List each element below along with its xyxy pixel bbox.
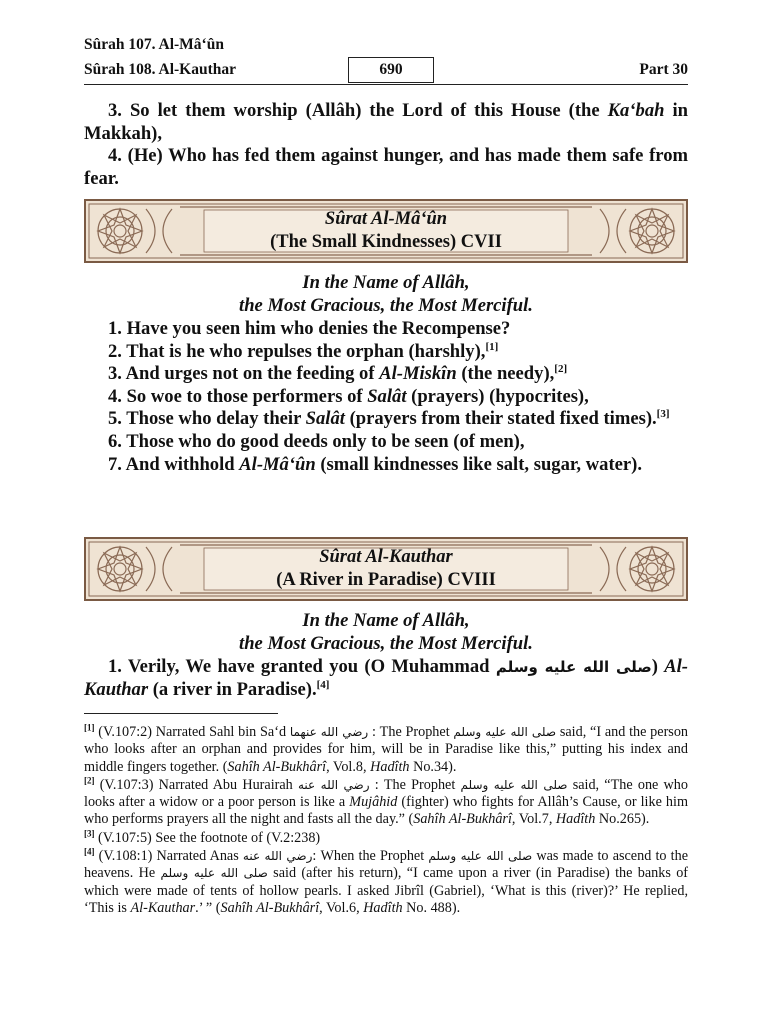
header-surah-107: Sûrah 107. Al-Mâ‘ûn xyxy=(84,36,224,53)
verse-106-3: 3. So let them worship (Allâh) the Lord of this House (the Ka‘bah in Makkah), xyxy=(84,100,688,144)
verse-107-4: 4. So woe to those performers of Salât (prayers) (hypocrites), xyxy=(108,385,589,407)
surah-name-107: Sûrat Al-Mâ‘ûn xyxy=(324,209,448,229)
footnote-3: [3] (V.107:5) See the footnote of (V.2:238) xyxy=(84,828,321,846)
surah-title-banner-108 xyxy=(84,537,688,601)
running-header xyxy=(84,61,688,83)
arabic-salutation: صلى الله عليه وسلم xyxy=(495,658,652,676)
bismillah-line-1: In the Name of Allâh, xyxy=(302,272,470,293)
surah-107-verses xyxy=(84,318,688,476)
bismillah-line-1: In the Name of Allâh, xyxy=(302,610,470,631)
verse-107-6: 6. Those who do good deeds only to be seen (of men), xyxy=(108,430,525,452)
footnote-ref-4[interactable]: [4] xyxy=(316,678,330,691)
header-surah-108: Sûrah 108. Al-Kauthar xyxy=(84,61,237,78)
surah-subtitle-107: (The Small Kindnesses) CVII xyxy=(270,232,502,252)
verse-107-7: 7. And withhold Al-Mâ‘ûn (small kindnesses like salt, sugar, water). xyxy=(108,453,642,475)
header-rule xyxy=(84,84,688,85)
verse-107-1: 1. Have you seen him who denies the Recompense? xyxy=(108,318,511,339)
footnote-rule xyxy=(84,713,278,714)
footnote-4: [4] (V.108:1) Narrated Anas رضي الله عنه: When the Prophet صلى الله عليه وسلم was made to ascend to the heavens. He صلى الله عليه وسلم said (after his return), “I came upon a river (in Paradise) the banks of which were made of tents of hollow pearls. I asked Jibrîl (Gabriel), ‘What is this (river)?’ He replied, ‘This is Al-Kauthar.’ ” (Sahîh Al-Bukhârî, Vol.6, Hadîth No. 488). xyxy=(84,846,689,916)
verse-107-2: 2. That is he who repulses the orphan (harshly),[1] xyxy=(108,340,499,362)
surah-name-108: Sûrat Al-Kauthar xyxy=(319,547,453,567)
footnote-2: [2] (V.107:3) Narrated Abu Hurairah رضي الله عنه : The Prophet صلى الله عليه وسلم said, “The one who looks after a widow or a poor person is like a Mujâhid (fighter) who fights for Allâh’s Cause, or like him who performs prayers all the night and fasts all the day.” (Sahîh Al-Bukhârî, Vol.7, Hadîth No.265). xyxy=(84,775,688,828)
bismillah-108 xyxy=(84,610,688,655)
footnote-ref-1[interactable]: [1] xyxy=(485,340,499,353)
footnote-1: [1] (V.107:2) Narrated Sahl bin Sa‘d رضي الله عنهما : The Prophet صلى الله عليه وسلم said, “I and the person who looks after an orphan and provides for him, will be in Paradise like this,” putting his index and middle fingers together. (Sahîh Al-Bukhârî, Vol.8, Hadîth No.34). xyxy=(84,722,689,775)
surah-subtitle-108: (A River in Paradise) CVIII xyxy=(276,570,496,590)
verse-107-3: 3. And urges not on the feeding of Al-Miskîn (the needy),[2] xyxy=(108,363,568,385)
surah-108-verses xyxy=(84,656,688,701)
footnotes xyxy=(84,724,688,918)
page-number-box: 690 xyxy=(348,57,434,83)
bismillah-line-2: the Most Gracious, the Most Merciful. xyxy=(239,632,533,654)
header-part: Part 30 xyxy=(639,61,688,78)
bismillah-107 xyxy=(84,272,688,317)
verse-108-1: 1. Verily, We have granted you (O Muhammad صلى الله عليه وسلم) Al-Kauthar (a river in Paradise).[4] xyxy=(84,656,688,700)
bismillah-line-2: the Most Gracious, the Most Merciful. xyxy=(239,294,533,316)
footnote-ref-3[interactable]: [3] xyxy=(656,408,670,421)
prior-verses xyxy=(84,100,688,190)
surah-title-banner-107 xyxy=(84,199,688,263)
footnote-ref-2[interactable]: [2] xyxy=(554,363,568,375)
verse-106-4: 4. (He) Who has fed them against hunger, and has made them safe from fear. xyxy=(84,145,688,189)
verse-107-5: 5. Those who delay their Salât (prayers from their stated fixed times).[3] xyxy=(108,408,670,430)
